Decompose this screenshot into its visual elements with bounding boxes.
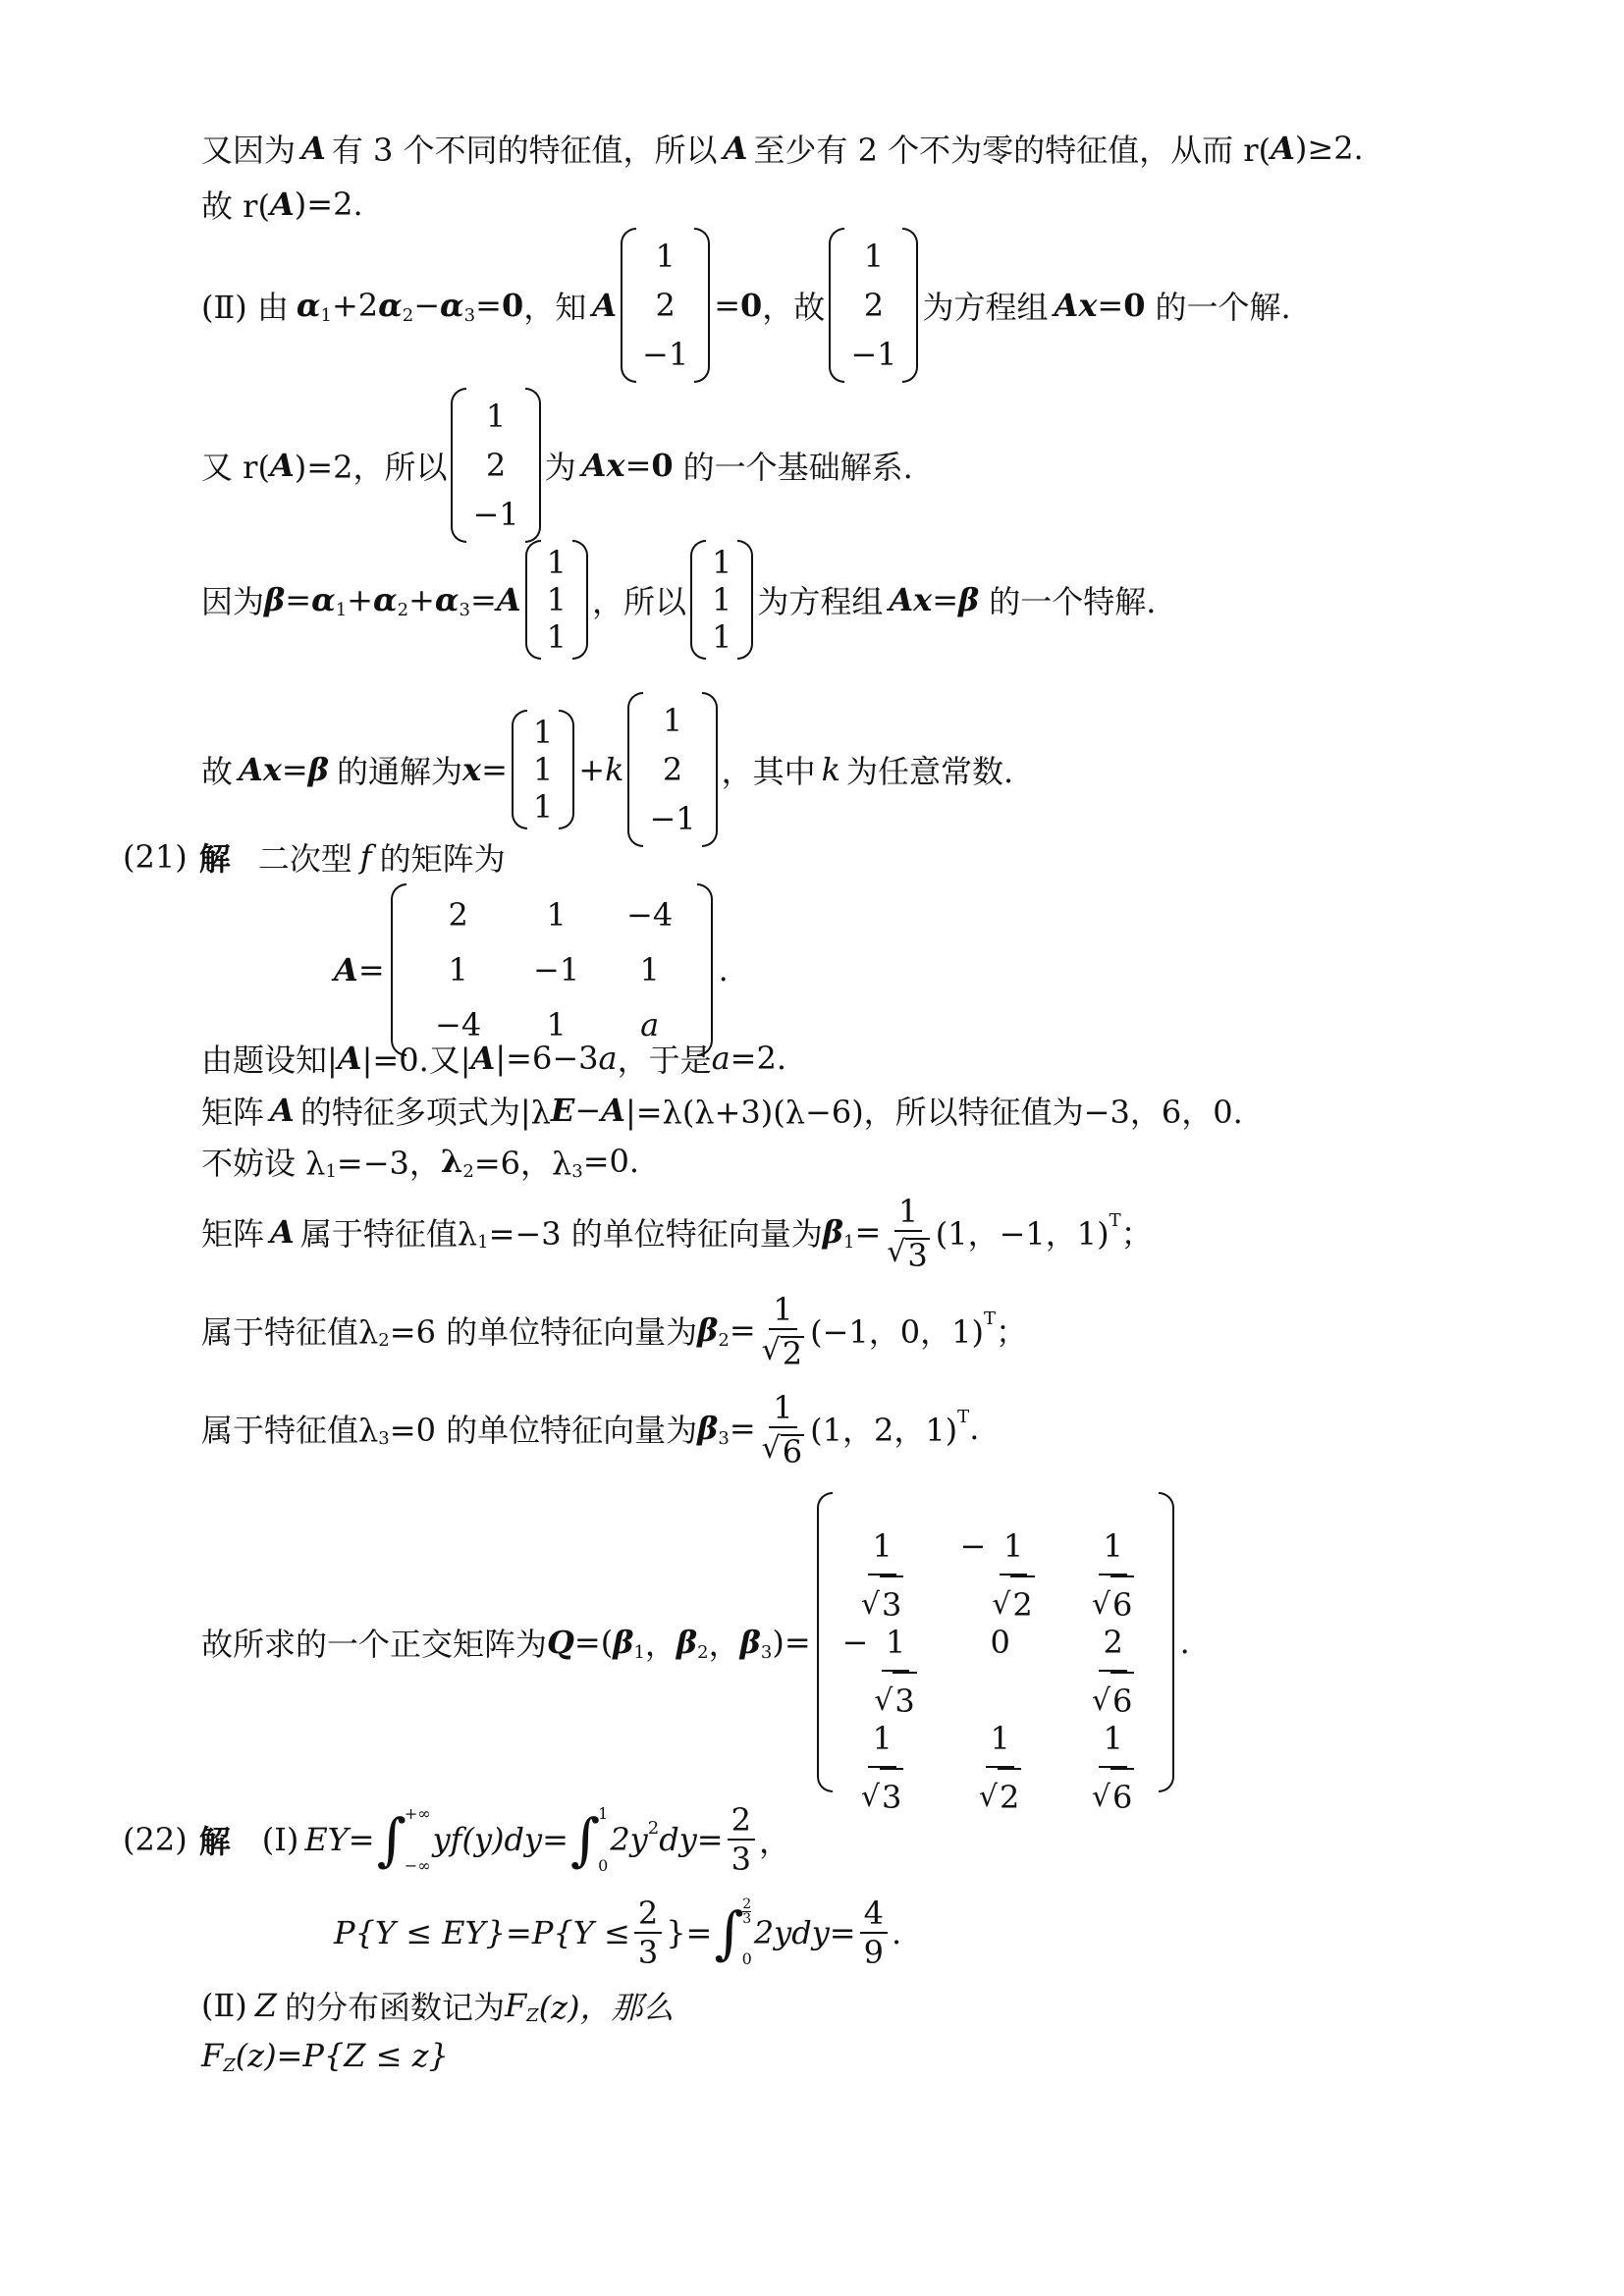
column-vector: 1 1 1: [525, 540, 588, 660]
matrix-cell: 0: [990, 1624, 1010, 1661]
question-22-line-2: P{Y ≤ EY} = P{Y ≤ $\frac{2}{3}$ } = ∫ 2 3 0 2ydy = $\frac{4}{9}$ .: [334, 1895, 902, 1971]
text-line: 故 r( A )=2.: [201, 186, 363, 225]
matrix-cell: [1074, 1594, 1153, 1720]
fraction: $\frac{4}{9}$: [860, 1895, 888, 1971]
equation-line: 故所求的一个正交矩阵为 Q =( β 1 ， β 2 ， β 3 )= 1 √ 3 − 1 √ 2 1 √ 6 − 1 √ 3 0 2 √ 6 1 √ 3 1 √ 2 1 √ 6 .: [201, 1492, 1190, 1792]
text-line: 由题设知| A |=0.又| A |=6−3 a ，于是 a =2.: [201, 1040, 787, 1079]
matrix-cell: [927, 1690, 1074, 1816]
column-vector: 1 2 −1: [621, 228, 710, 383]
text-line: 矩阵 A 的特征多项式为|λ E − A |=λ(λ+3)(λ−6)，所以特征值为−3，6，0.: [201, 1092, 1243, 1131]
matrix-Q: [817, 1492, 1174, 1816]
integral: ∫ 1 0: [569, 1804, 609, 1875]
equation-line: (Ⅱ) 由 α 1 +2 α 2 − α 3 = 0 ，知 A 1 2 −1 = 0 ，故 1 2 −1 为方程组 Ax = 0 的一个解.: [201, 228, 1291, 383]
matrix-cell: [839, 1690, 927, 1816]
equation-line: 属于特征值λ 3 =0 的单位特征向量为 β 3 = 1 √ 6 (1，2，1) T .: [201, 1389, 980, 1470]
equation-line: 又 r( A )=2，所以 1 2 −1 为 Ax = 0 的一个基础解系.: [201, 388, 913, 543]
fraction: $\frac{2}{3}$: [634, 1895, 662, 1971]
column-vector: 1 2 −1: [627, 692, 717, 847]
fraction: $\frac{2}{3}$: [728, 1801, 755, 1878]
integral: ∫ +∞ −∞: [376, 1804, 431, 1875]
column-vector: 1 2 −1: [451, 388, 540, 543]
matrix-cell: [839, 1498, 927, 1624]
fraction: 1 √ 2: [990, 1519, 1036, 1574]
fraction: 2 √ 6: [1090, 1615, 1136, 1670]
text-line: F Z (z)=P{Z ≤ z}: [201, 2037, 449, 2076]
equation-line: 属于特征值λ 2 =6 的单位特征向量为 β 2 = 1 √ 2 (−1，0，1) T ；: [201, 1291, 1028, 1372]
column-vector: 1 1 1: [512, 710, 574, 829]
matrix-cell: − 1 √ 2: [927, 1498, 1074, 1594]
integral: ∫ 2 3 0: [714, 1896, 752, 1968]
matrix-A-line: A = 2 1 −4 1 −1 1 −4 1 a .: [334, 883, 729, 1056]
fraction: 1 √ 3: [859, 1711, 905, 1766]
matrix-cell: [1074, 1498, 1153, 1624]
matrix-A: 2 1 −4 1 −1 1 −4 1 a: [391, 883, 713, 1056]
text-line: 又因为 A 有 3 个不同的特征值，所以 A 至少有 2 个不为零的特征值，从而 r( A )≥2.: [201, 130, 1364, 169]
text-line: (Ⅱ) Z 的分布函数记为 F Z (z)，那么: [201, 1987, 675, 2026]
question-22-line-1: (22) 解 (Ⅰ) EY = ∫ +∞ −∞ yf(y)dy = ∫ 1 0 2y 2 dy = $\frac{2}{3}$ ，: [123, 1801, 790, 1878]
fraction: 1 √ 6: [1090, 1519, 1136, 1574]
fraction: 1 √ 6: [1090, 1711, 1136, 1766]
fraction: 1 √ 3: [887, 1193, 928, 1274]
fraction: 1 √ 2: [761, 1291, 803, 1372]
equation-line: 矩阵 A 属于特征值λ 1 =−3 的单位特征向量为 β 1 = 1 √ 3 (1，−1，1) T ；: [201, 1193, 1153, 1274]
matrix-cell: − 1 √ 3: [839, 1594, 927, 1690]
fraction: 1 √ 3: [872, 1615, 918, 1670]
text-line: 不妨设 λ 1 =−3， λ 2 =6，λ 3 =0.: [201, 1143, 640, 1182]
column-vector: 1 1 1: [690, 540, 753, 660]
column-vector: 1 2 −1: [829, 228, 918, 383]
equation-line: 故 Ax = β 的通解为 x = 1 1 1 + k 1 2 −1 ，其中 k 为任意常数.: [201, 692, 1013, 847]
fraction: 1 √ 3: [859, 1519, 905, 1574]
fraction: 1 √ 2: [977, 1711, 1023, 1766]
fraction: 1 √ 6: [761, 1389, 803, 1470]
question-21-header: (21) 解 二次型 f 的矩阵为: [123, 838, 506, 878]
matrix-cell: [1074, 1690, 1153, 1816]
equation-line: 因为 β = α 1 + α 2 + α 3 = A 1 1 1 ，所以 1 1 1 为方程组 Ax = β 的一个特解.: [201, 540, 1156, 660]
